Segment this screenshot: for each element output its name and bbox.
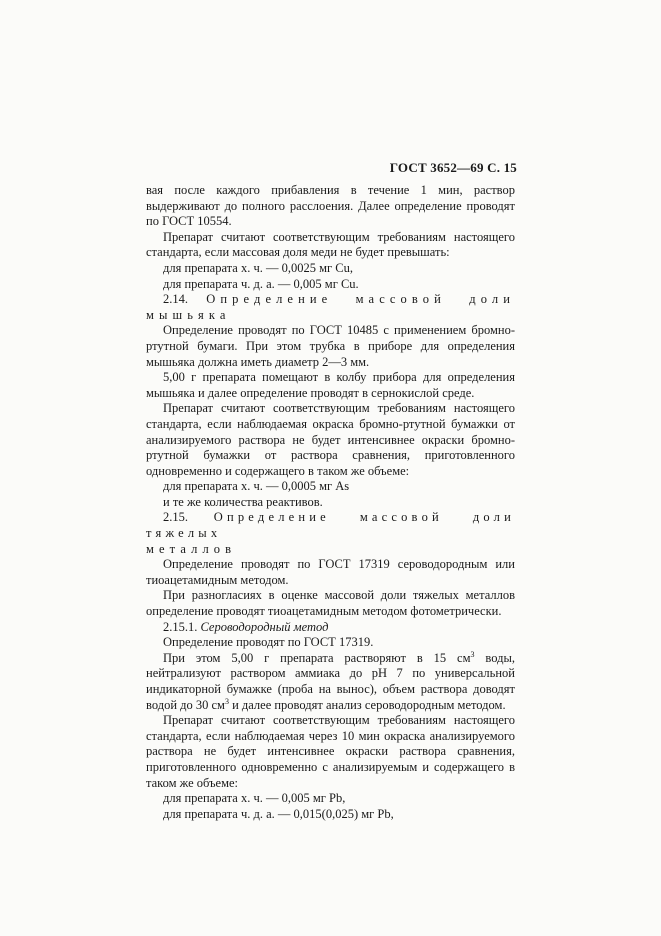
section-title: Сероводородный метод [200,619,329,634]
section-heading-2-15 [146,510,515,541]
paragraph: При этом 5,00 г препарата растворяют в 15 $см^3$ воды, нейтрализуют раствором аммиака до pH 7 по универсальной индикаторной бумажке (проба на вынос), объем раствора доводят водой до 30 $см^3$ и далее проводят анализ сероводородным методом. [146,649,515,712]
paragraph: 5,00 г препарата помещают в колбу прибора для определения мышьяка и далее определение проводят в сернокислой среде. [146,370,515,400]
section-heading-2-14 [146,292,515,323]
paragraph: Определение проводят по ГОСТ 10485 с применением бромно-ртутной бумаги. При этом трубка в приборе для определения мышьяка должна иметь диаметр 2—3 мм. [146,323,515,369]
section-title: Определение массовой доли мышьяка [146,292,516,322]
paragraph: вая после каждого прибавления в течение 1 мин, раствор выдерживают до полного расслоения. Далее определение проводят по ГОСТ 10554. [146,183,515,229]
paragraph: Препарат считают соответствующим требованиям настоящего стандарта, если наблюдаемая через 10 мин окраска анализируемого раствора не будет интенсивнее окраски раствора сравнения, приготовленного одновременно с анализируемым и содержащего в таком же объеме: [146,713,515,790]
section-title: Определение массовой доли тяжелых [146,510,516,541]
page-header: ГОСТ 3652—69 С. 15 [389,160,517,175]
list-item: для препарата ч. д. а. — 0,005 мг Cu. [163,276,359,291]
paragraph: При разногласиях в оценке массовой доли тяжелых металлов определение проводят тиоацетамидным методом фотометрически. [146,588,515,619]
list-item: для препарата х. ч. — 0,0005 мг As [163,479,350,494]
list-item: для препарата х. ч. — 0,0025 мг Cu, [163,260,353,275]
section-number: 2.15. [163,510,188,525]
paragraph: Препарат считают соответствующим требованиям настоящего стандарта, если массовая доля меди не будет превышать: [146,229,515,260]
section-number: 2.14. [163,292,188,307]
list-item: для препарата ч. д. а. — 0,015(0,025) мг Pb, [163,806,394,821]
paragraph: Определение проводят по ГОСТ 17319. [163,635,374,650]
section-title-continuation: металлов [146,541,237,556]
section-number: 2.15.1. [163,619,198,634]
paragraph: Препарат считают соответствующим требованиям настоящего стандарта, если наблюдаемая окраска бромно-ртутной бумажки от анализируемого раствора не будет интенсивнее окраски бромно-ртутной бумажки от раствора сравнения, приготовленного одновременно и содержащего в таком же объеме: [146,401,515,478]
list-item: и те же количества реактивов. [163,494,323,509]
paragraph: Определение проводят по ГОСТ 17319 сероводородным или тиоацетамидным методом. [146,557,515,587]
body-text [146,183,515,822]
list-item: для препарата х. ч. — 0,005 мг Pb, [163,791,346,806]
subsection-heading-2-15-1 [146,620,515,636]
